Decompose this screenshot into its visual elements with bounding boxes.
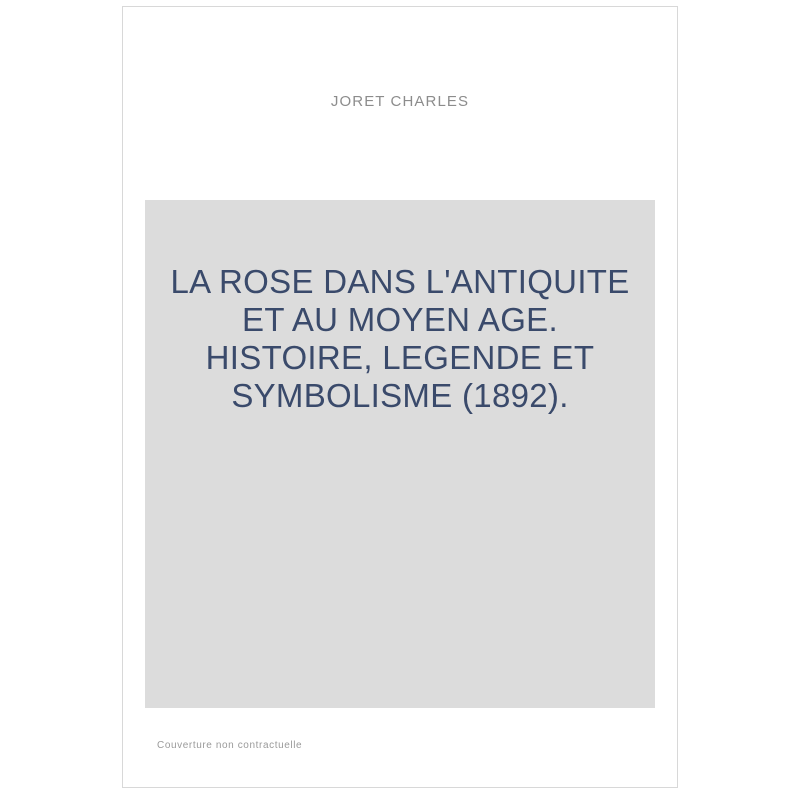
book-title: LA ROSE DANS L'ANTIQUITE ET AU MOYEN AGE. HISTOIRE, LEGENDE ET SYMBOLISME (1892). (170, 263, 630, 414)
cover-disclaimer: Couverture non contractuelle (157, 740, 303, 751)
author-name: JORET CHARLES (330, 93, 470, 110)
cover-sheet (122, 6, 678, 788)
title-panel (145, 200, 655, 708)
